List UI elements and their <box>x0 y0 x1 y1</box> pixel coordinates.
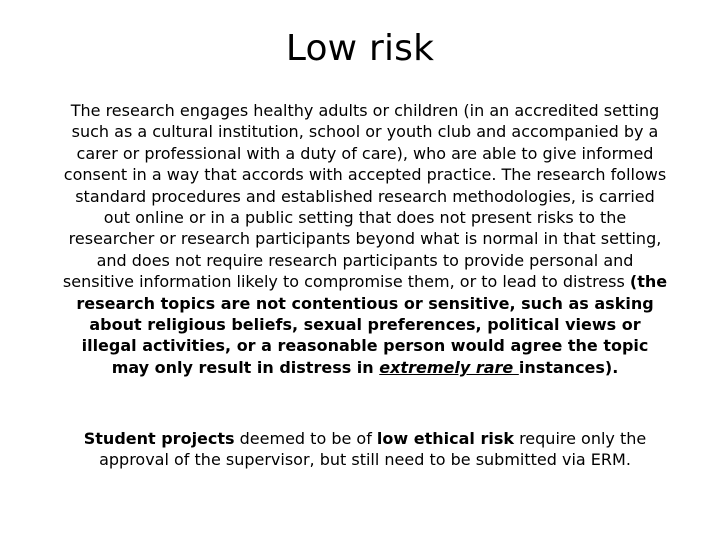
body-plain-text: The research engages healthy adults or children (in an accredited setting such as a cultural institution, school or youth club and accompanied by a carer or professional with a duty of care), who are able to give informed consent in a way that accords with accepted practice. The research follows standard procedures and established research methodologies, is carried out online or in a public setting that does not present risks to the researcher or research participants beyond what is normal in that setting, and does not require research participants to provide personal and sensitive information likely to compromise them, or to lead to distress <box>62 101 667 292</box>
student-projects-note <box>62 428 668 471</box>
note-bold-middle: low ethical risk <box>376 429 514 448</box>
body-bold-end-text: instances). <box>518 357 619 377</box>
body-bold-text: (the research topics are not contentious or sensitive, such as asking about religious beliefs, sexual preferences, political views or illegal activities, or a reasonable person would agree the topic may only result in distress in <box>76 272 668 377</box>
note-bold-start: Student projects <box>83 429 235 448</box>
note-end-text: require only the approval of the supervisor, but still need to be submitted via ERM. <box>99 429 647 470</box>
slide-title: Low risk <box>285 28 435 69</box>
slide-body-paragraph <box>62 100 668 378</box>
body-emphasis-text: extremely rare <box>379 357 519 377</box>
note-middle-text: deemed to be of <box>234 429 377 448</box>
